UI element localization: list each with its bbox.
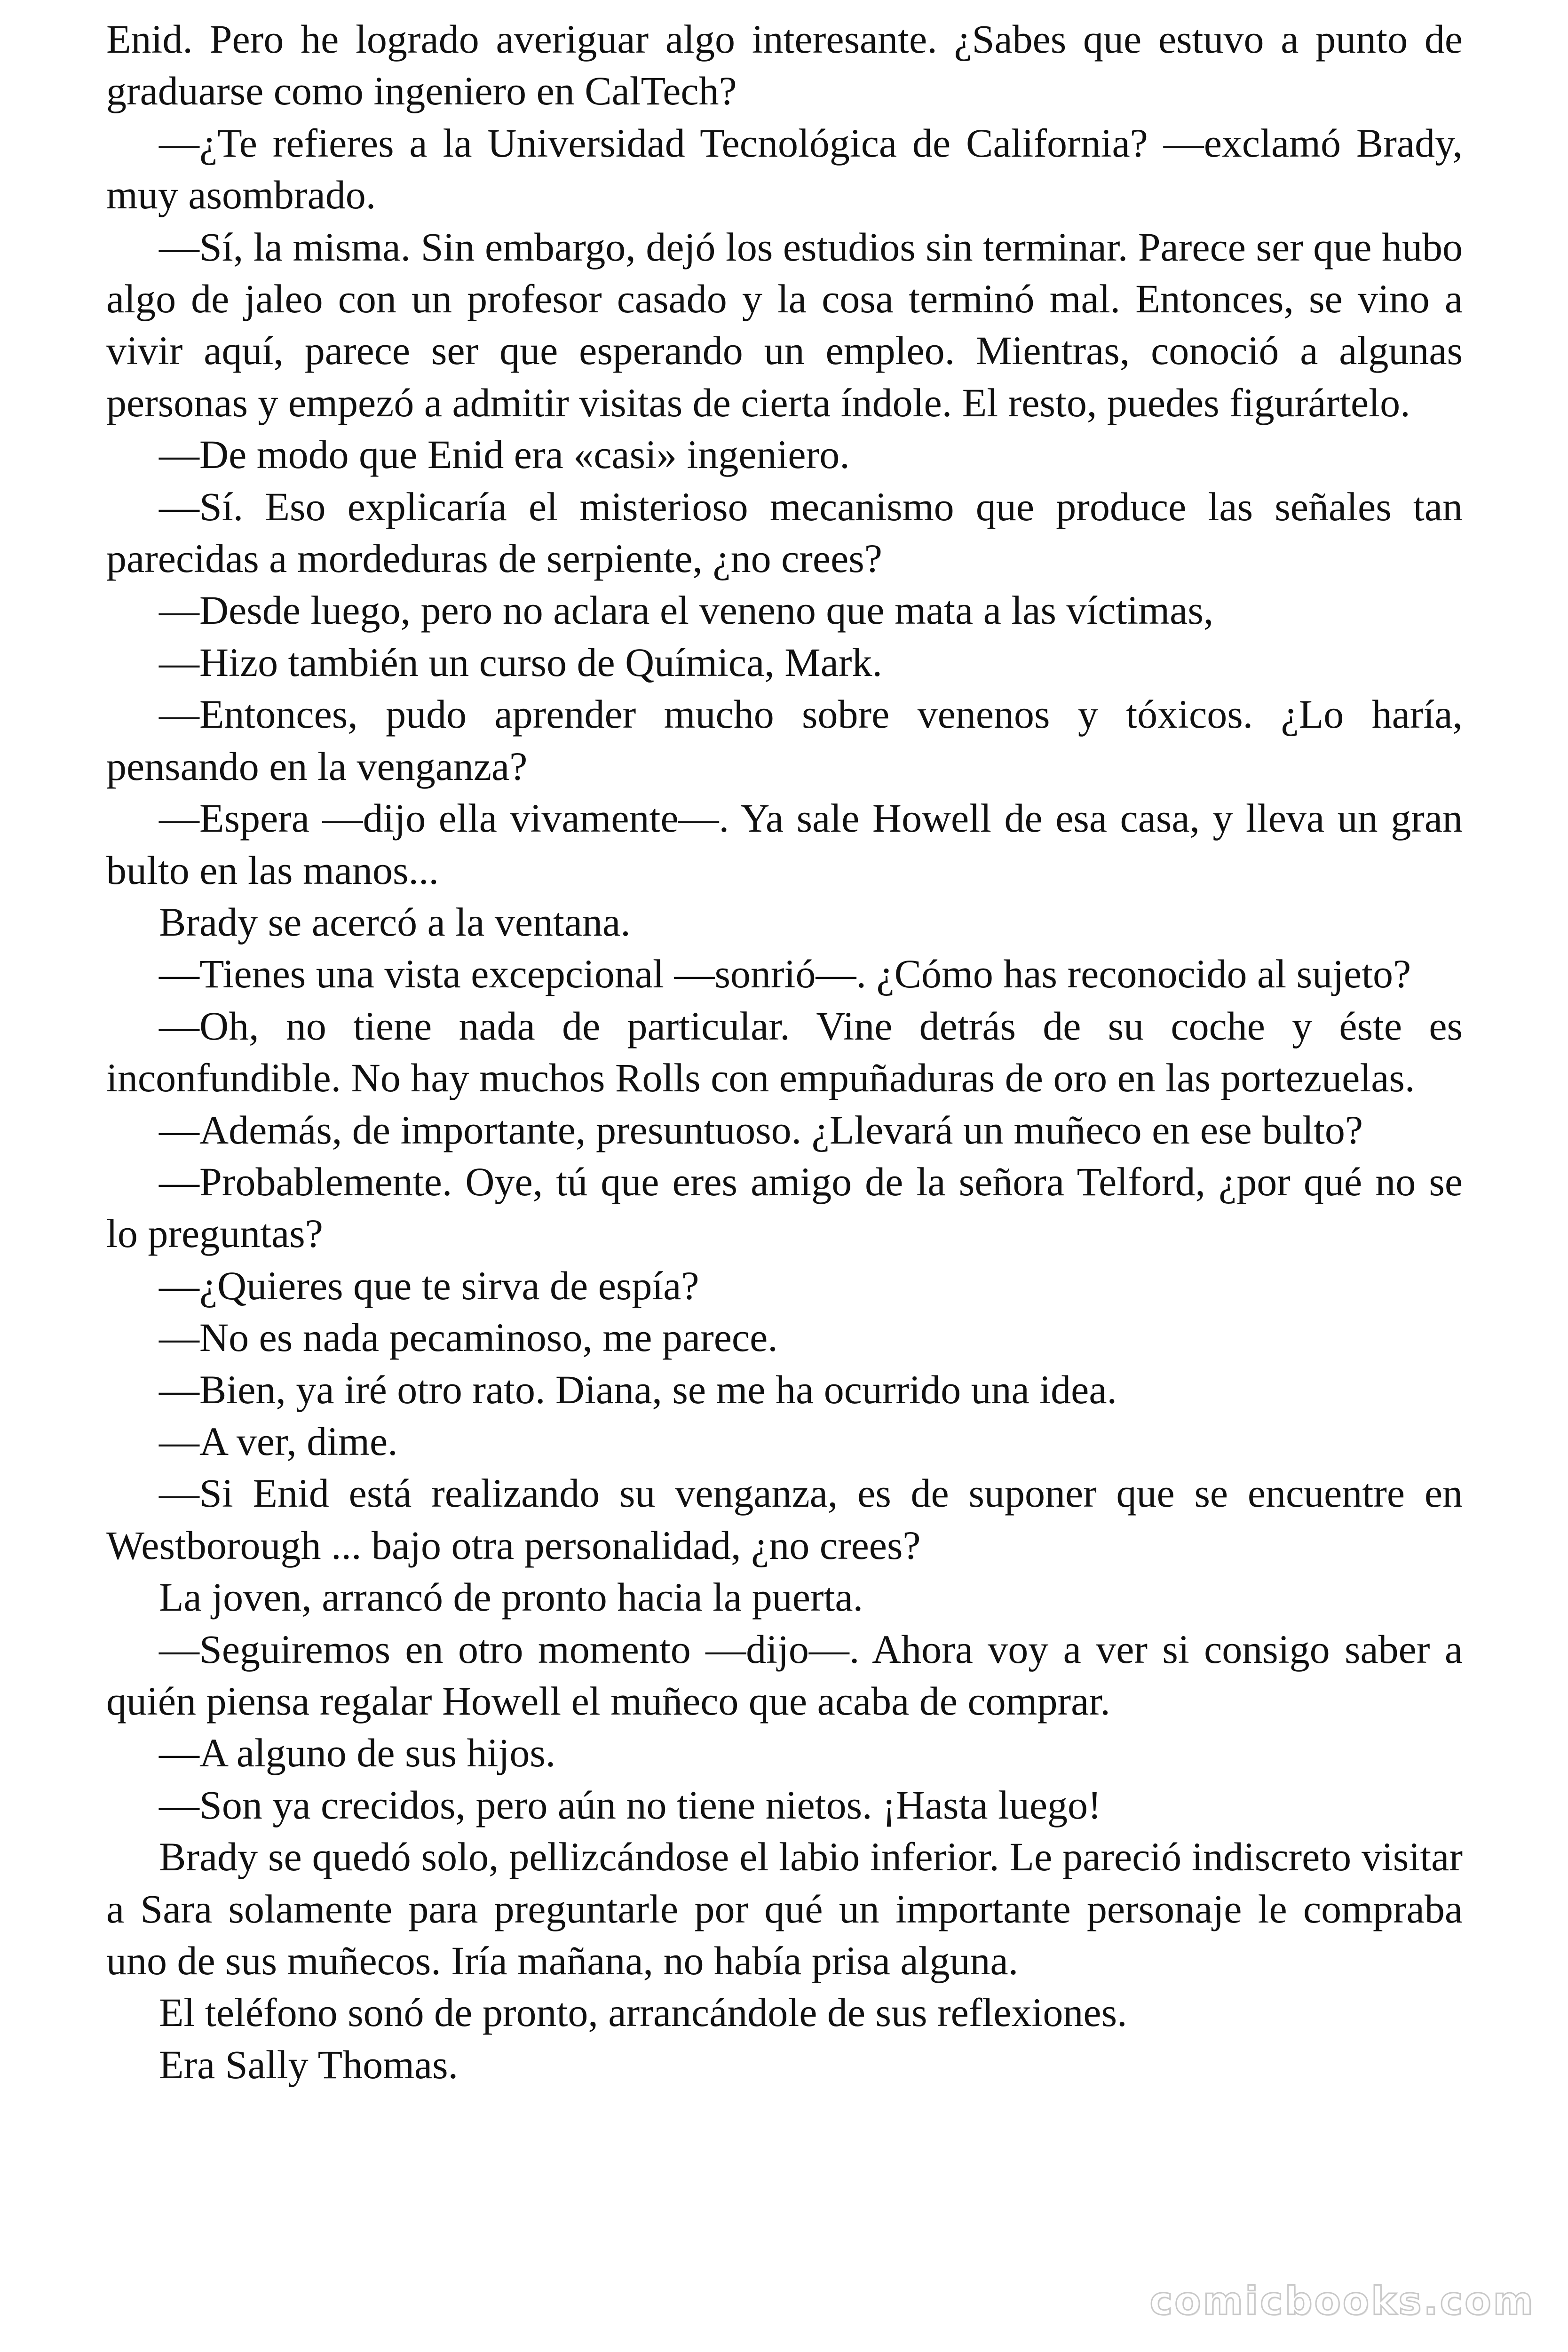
paragraph-11: —Tienes una vista excepcional —sonrió—. ¿Cómo has reconocido al sujeto? bbox=[159, 951, 1411, 997]
paragraph-18: —A ver, dime. bbox=[159, 1418, 398, 1464]
paragraph-2: —¿Te refieres a la Universidad Tecnológica de California? —exclamó Brady, muy asombrado. bbox=[106, 120, 1463, 218]
paragraph-24: Brady se quedó solo, pellizcándose el labio inferior. Le pareció indiscreto visitar a Sara solamente para preguntarle por qué un importante personaje le compraba uno de sus muñecos. Iría mañana, no había prisa alguna. bbox=[106, 1834, 1463, 1984]
paragraph-16: —No es nada pecaminoso, me parece. bbox=[159, 1315, 778, 1360]
body-text bbox=[106, 13, 1463, 2090]
paragraph-3: —Sí, la misma. Sin embargo, dejó los estudios sin terminar. Parece ser que hubo algo de jaleo con un profesor casado y la cosa terminó mal. Entonces, se vino a vivir aquí, parece ser que esperando un empleo. Mientras, conoció a algunas personas y empezó a admitir visitas de cierta índole. El resto, puedes figurártelo. bbox=[106, 224, 1463, 425]
paragraph-8: —Entonces, pudo aprender mucho sobre venenos y tóxicos. ¿Lo haría, pensando en la venganza? bbox=[106, 691, 1463, 789]
watermark: comicbooks.com bbox=[1149, 2279, 1535, 2324]
paragraph-5: —Sí. Eso explicaría el misterioso mecanismo que produce las señales tan parecidas a mordeduras de serpiente, ¿no crees? bbox=[106, 484, 1463, 581]
paragraph-7: —Hizo también un curso de Química, Mark. bbox=[159, 639, 883, 685]
paragraph-25: El teléfono sonó de pronto, arrancándole de sus reflexiones. bbox=[159, 1990, 1127, 2035]
paragraph-12: —Oh, no tiene nada de particular. Vine detrás de su coche y éste es inconfundible. No hay muchos Rolls con empuñaduras de oro en las portezuelas. bbox=[106, 1003, 1463, 1101]
paragraph-26: Era Sally Thomas. bbox=[159, 2042, 459, 2087]
paragraph-20: La joven, arrancó de pronto hacia la puerta. bbox=[159, 1574, 863, 1620]
paragraph-14: —Probablemente. Oye, tú que eres amigo de la señora Telford, ¿por qué no se lo preguntas? bbox=[106, 1159, 1463, 1256]
paragraph-1: Enid. Pero he logrado averiguar algo interesante. ¿Sabes que estuvo a punto de graduarse como ingeniero en CalTech? bbox=[106, 16, 1463, 114]
paragraph-19: —Si Enid está realizando su venganza, es de suponer que se encuentre en Westborough ... bajo otra personalidad, ¿no crees? bbox=[106, 1470, 1463, 1568]
paragraph-22: —A alguno de sus hijos. bbox=[159, 1730, 556, 1776]
paragraph-6: —Desde luego, pero no aclara el veneno que mata a las víctimas, bbox=[159, 588, 1214, 633]
paragraph-9: —Espera —dijo ella vivamente—. Ya sale Howell de esa casa, y lleva un gran bulto en las manos... bbox=[106, 795, 1463, 893]
paragraph-23: —Son ya crecidos, pero aún no tiene nietos. ¡Hasta luego! bbox=[159, 1782, 1101, 1828]
paragraph-10: Brady se acercó a la ventana. bbox=[159, 899, 631, 945]
paragraph-17: —Bien, ya iré otro rato. Diana, se me ha ocurrido una idea. bbox=[159, 1367, 1117, 1412]
paragraph-15: —¿Quieres que te sirva de espía? bbox=[159, 1263, 699, 1308]
paragraph-13: —Además, de importante, presuntuoso. ¿Llevará un muñeco en ese bulto? bbox=[159, 1107, 1363, 1152]
paragraph-21: —Seguiremos en otro momento —dijo—. Ahora voy a ver si consigo saber a quién piensa regalar Howell el muñeco que acaba de comprar. bbox=[106, 1626, 1463, 1724]
paragraph-4: —De modo que Enid era «casi» ingeniero. bbox=[159, 432, 850, 477]
